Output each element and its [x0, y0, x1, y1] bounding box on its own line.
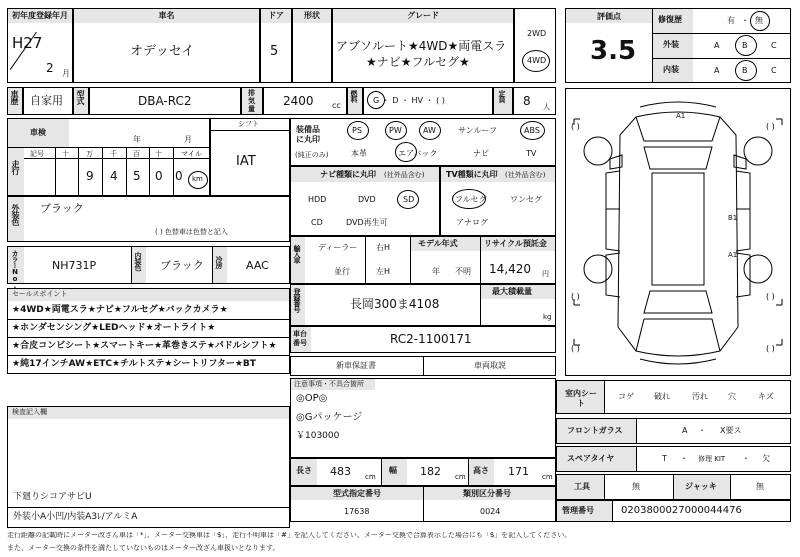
- sales-rule: [7, 319, 290, 320]
- color-code-label: カラーNo.: [11, 250, 19, 289]
- mileage-digit: 9: [86, 169, 94, 183]
- shift-label: シフト: [238, 120, 259, 128]
- reg-month-unit: 月: [62, 69, 70, 78]
- color-label: 外装色: [11, 204, 20, 225]
- car-name-label: 車名: [74, 9, 259, 23]
- model-year-unknown: 不明: [455, 267, 471, 276]
- height-unit: cm: [542, 473, 553, 481]
- glass-label: フロントガラス: [567, 426, 623, 435]
- first-reg-label: 初年度登録年月: [8, 9, 72, 23]
- car-name: オデッセイ: [130, 44, 195, 59]
- glass-dot: ・: [698, 426, 706, 435]
- length-label: 長さ: [296, 466, 312, 475]
- model-value: DBA-RC2: [138, 94, 192, 108]
- int-b: B: [742, 66, 748, 75]
- sales-line: ★ホンダセンシング★LEDヘッド★オートライト★: [12, 323, 216, 333]
- sales-line: ★4WD★両電スラ★ナビ★フルセグ★バックカメラ★: [12, 305, 228, 315]
- int-a: A: [714, 66, 720, 75]
- damage-mark-door: B1: [728, 214, 738, 222]
- seat-condition-item: 汚れ: [692, 392, 708, 401]
- eq-ps: PS: [352, 126, 362, 135]
- exterior-label: 外装: [663, 40, 679, 49]
- grade-line1: アブソルート★4WD★両電スラ: [336, 39, 507, 53]
- inspection-divider: [7, 147, 210, 148]
- int-color: ブラック: [160, 259, 204, 272]
- tv-analog: アナログ: [456, 218, 488, 227]
- tv-label: TV種類に丸印: [446, 170, 498, 179]
- svg-text:( ): ( ): [571, 122, 580, 131]
- warranty-sep: [423, 356, 424, 376]
- registration-value: 長岡300ま4108: [350, 297, 440, 311]
- digit-header: 十: [155, 150, 162, 158]
- mileage-digit: 5: [133, 169, 141, 183]
- nav-dvd: DVD: [358, 195, 376, 204]
- note-line-1: ◎OP◎: [296, 393, 328, 404]
- digit-header: マイル: [181, 150, 202, 158]
- insp-notes-box: [7, 406, 290, 528]
- shift-divider: [210, 130, 290, 131]
- door-count: 5: [270, 44, 279, 59]
- ac-value: AAC: [246, 259, 269, 272]
- width-unit: cm: [455, 473, 466, 481]
- drive-2wd: 2WD: [527, 29, 547, 38]
- glass-x: X要ス: [720, 426, 742, 435]
- type-no-label: 型式指定番号: [333, 489, 381, 498]
- digit-header: 記号: [30, 150, 44, 158]
- seat-condition-item: コゲ: [618, 392, 634, 401]
- spare-label: スペアタイヤ: [567, 454, 615, 463]
- nav-hdd: HDD: [308, 195, 327, 204]
- color-code: NH731P: [52, 259, 97, 272]
- damage-mark-roof: A1: [676, 112, 686, 120]
- recycle-unit: 円: [542, 270, 549, 278]
- height-label: 高さ: [473, 466, 489, 475]
- grade-line2: ★ナビ★フルセグ★: [366, 55, 470, 69]
- eq-pw: PW: [389, 126, 402, 135]
- digit-header: 万: [86, 150, 93, 158]
- chassis-label: 車台番号: [293, 330, 307, 347]
- interior-label: 内装: [663, 65, 679, 74]
- fuel-g-circle: [367, 91, 385, 109]
- ext-b: B: [742, 41, 748, 50]
- grade-label: グレード: [333, 9, 513, 23]
- color-value: ブラック: [40, 202, 84, 215]
- capacity-label: 定員: [498, 90, 506, 102]
- repaint-note: ( ) 色替車は色替と記入: [155, 228, 228, 236]
- import-right: 右H: [376, 243, 391, 252]
- tools-value: 無: [632, 482, 640, 491]
- import-sep1: [365, 236, 366, 284]
- digit-separator: [173, 148, 174, 195]
- drive-4wd: 4WD: [527, 56, 547, 65]
- insp-note-2: 外装小A小凹/内装A3ﾚ/アルミA: [13, 512, 138, 522]
- repair-yes: 有: [727, 16, 735, 25]
- nav-cd: CD: [311, 218, 323, 227]
- recycle-amount: 14,420: [489, 262, 531, 276]
- repair-label: 修復歴: [658, 15, 682, 24]
- door-label: ドア: [261, 9, 291, 23]
- mileage-digit: 0: [175, 169, 183, 183]
- svg-text:( ): ( ): [766, 344, 775, 353]
- model-label: 型式: [76, 90, 85, 104]
- tv-sub: (社外品含む): [505, 171, 546, 179]
- nav-sub: (社外品含む): [384, 171, 425, 179]
- nav-sd: SD: [403, 195, 415, 204]
- inspection-month-unit: 月: [184, 135, 192, 144]
- seat-condition-item: キズ: [758, 392, 774, 401]
- footer-line1: 走行距離の記載時にメーター改ざん車は「*」、メーター交換車は「$」、走行不明車は「#」を記入してください。メーター交換で合算表示した場合にも「$」を記入してください。: [7, 532, 572, 539]
- disp-label: 排気量: [248, 89, 255, 113]
- km-unit: km: [192, 175, 203, 183]
- digit-separator: [55, 148, 56, 195]
- width-label: 幅: [389, 466, 397, 475]
- type-no: 17638: [344, 507, 370, 516]
- import-label: 輸入車: [293, 245, 301, 263]
- nav-label: ナビ種類に丸印: [320, 170, 376, 179]
- equipment-sub: (純正のみ): [295, 151, 329, 159]
- ext-c: C: [771, 41, 777, 50]
- height-value: 171: [508, 465, 529, 478]
- nav-dvd-play: DVD再生可: [346, 218, 388, 227]
- registration-label: 登録番号: [293, 288, 301, 312]
- eq-navi: ナビ: [473, 149, 489, 158]
- control-no: 0203800027000044476: [621, 505, 742, 516]
- repair-dot: ・: [741, 16, 749, 25]
- spare-none: 欠: [762, 454, 770, 463]
- tv-fullseg: フルセグ: [455, 195, 487, 204]
- capacity-unit: 人: [543, 103, 550, 111]
- fuel-label: 燃料: [350, 90, 358, 102]
- use-label: 車歴: [10, 90, 19, 104]
- chassis-value: RC2-1100171: [390, 332, 472, 346]
- glass-a: A: [682, 426, 688, 435]
- note-line-2: ◎Gパッケージ: [296, 412, 363, 423]
- fuel-options: G ・ D ・ HV ・ ( ): [373, 96, 445, 105]
- int-c: C: [771, 66, 777, 75]
- class-no-label: 類別区分番号: [463, 489, 511, 498]
- svg-text:( ): ( ): [766, 292, 775, 301]
- eq-sunroof: サンルーフ: [458, 126, 497, 135]
- seat-condition-item: 破れ: [654, 392, 670, 401]
- svg-text:( ): ( ): [571, 292, 580, 301]
- digit-header: 千: [110, 150, 117, 158]
- displacement: 2400: [283, 94, 314, 108]
- reg-year: H27: [12, 34, 43, 52]
- sales-line: ★合皮コンビシート★スマートキー★革巻きステ★パドルシフト★: [12, 341, 277, 351]
- insp-notes-head-bg: [8, 407, 289, 419]
- recycle-label: リサイクル預託金: [484, 239, 547, 248]
- digit-separator: [102, 148, 103, 195]
- digit-separator: [126, 148, 127, 195]
- repair-no: 無: [755, 16, 763, 25]
- max-load-unit: kg: [543, 313, 552, 321]
- equipment-label: 装備品に丸印: [296, 125, 320, 144]
- spare-t: T: [662, 454, 667, 463]
- mileage-label: 走行: [11, 160, 20, 174]
- tv-oneseg: ワンセグ: [510, 195, 542, 204]
- eval-score: 3.5: [590, 36, 637, 66]
- import-dealer: ディーラー: [318, 243, 358, 252]
- shape-label: 形状: [293, 9, 331, 23]
- footer-line2: また、メーター交換の条件を満たしていないものはメーター改ざん車扱いとなります。: [7, 544, 280, 552]
- damage-mark-wheel: A1: [728, 251, 738, 259]
- digit-separator: [149, 148, 150, 195]
- eq-airbag: エアバック: [398, 149, 438, 158]
- seat-label: 室内シート: [565, 389, 597, 408]
- spare-dot2: ・: [742, 454, 750, 463]
- car-diagram: [566, 89, 790, 375]
- width-value: 182: [420, 465, 441, 478]
- disp-unit: cc: [332, 101, 341, 110]
- import-parallel: 並行: [334, 267, 350, 276]
- tools-label: 工具: [574, 482, 590, 491]
- svg-text:( ): ( ): [571, 344, 580, 353]
- digit-separator: [78, 148, 79, 195]
- svg-text:( ): ( ): [766, 122, 775, 131]
- ext-a: A: [714, 41, 720, 50]
- seat-condition-item: 穴: [728, 392, 736, 401]
- sales-line: ★純17インチAW★ETC★チルトステ★シートリフター★BT: [12, 359, 256, 369]
- spare-kit: 修理 KIT: [698, 455, 726, 463]
- sales-label: セールスポイント: [12, 290, 68, 298]
- import-left: 左H: [376, 267, 391, 276]
- mileage-digit: 0: [155, 169, 163, 183]
- ac-label: 冷房: [215, 256, 223, 268]
- type-class-sep: [423, 486, 424, 522]
- insp-notes-label: 検査記入欄: [12, 408, 47, 416]
- model-year-unit: 年: [432, 267, 440, 276]
- eval-label: 評価点: [597, 12, 621, 21]
- eq-aw: AW: [423, 126, 436, 135]
- inspection-year-unit: 年: [133, 135, 141, 144]
- inspection-label: 車検: [30, 128, 46, 137]
- sales-rule: [7, 337, 290, 338]
- spare-dot1: ・: [680, 454, 688, 463]
- class-no: 0024: [480, 507, 501, 516]
- eq-abs: ABS: [524, 126, 540, 135]
- jack-value: 無: [756, 482, 764, 491]
- note-line-3: ￥103000: [296, 431, 340, 441]
- sales-rule: [7, 373, 290, 374]
- jack-label: ジャッキ: [685, 482, 717, 491]
- digit-header: 十: [62, 150, 69, 158]
- length-value: 483: [330, 465, 351, 478]
- vehicle-manual: 車両取説: [474, 361, 506, 370]
- sales-rule: [7, 355, 290, 356]
- notes-label: 注意事項・不具合箇所: [294, 380, 364, 388]
- capacity: 8: [523, 94, 531, 108]
- model-year-label: モデル年式: [418, 239, 458, 248]
- use-value: 自家用: [30, 94, 63, 107]
- digit-header: 百: [133, 150, 140, 158]
- digit-header-line: [24, 158, 210, 159]
- insp-note-1: 下廻りシコアサビU: [13, 492, 92, 502]
- max-load-label: 最大積載量: [492, 287, 532, 296]
- shift-value: IAT: [236, 154, 256, 169]
- mileage-digit: 4: [110, 169, 118, 183]
- eq-tv: TV: [526, 149, 537, 158]
- new-car-warranty: 新車保証書: [336, 361, 376, 370]
- length-unit: cm: [365, 473, 376, 481]
- eq-leather: 本革: [351, 149, 367, 158]
- control-label: 管理番号: [562, 506, 594, 515]
- int-color-label: 内装色: [134, 252, 142, 270]
- insp-note-divider: [7, 507, 290, 508]
- reg-month: 2: [46, 61, 54, 75]
